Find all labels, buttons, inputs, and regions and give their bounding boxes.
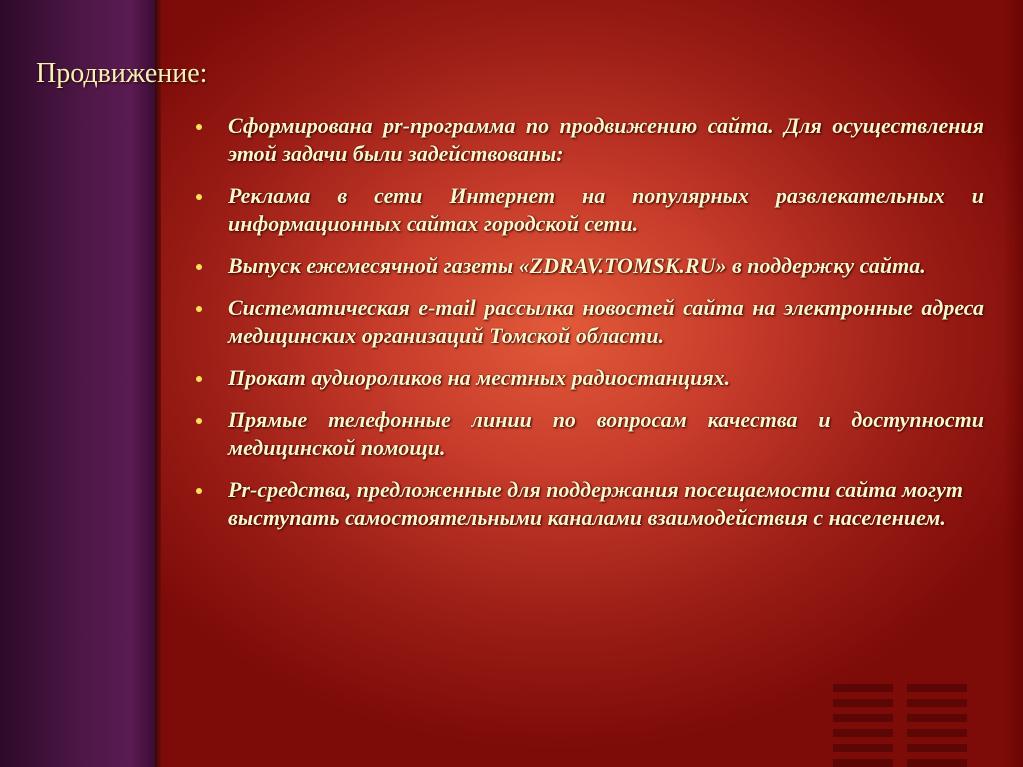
decorative-stripes-left bbox=[833, 684, 893, 767]
bullet-item bbox=[196, 294, 984, 350]
bullet-text: Выпуск ежемесячной газеты «ZDRAV.TOMSK.RU» в поддержку сайта. bbox=[228, 253, 926, 278]
stripe-bar bbox=[833, 684, 893, 692]
stripe-bar bbox=[907, 744, 967, 752]
bullet-dot-icon bbox=[196, 264, 202, 270]
bullet-item bbox=[196, 406, 984, 462]
stripe-bar bbox=[907, 699, 967, 707]
bullet-dot-icon bbox=[196, 194, 202, 200]
bullet-text: Прямые телефонные линии по вопросам качества и доступности медицинской помощи. bbox=[228, 407, 984, 460]
stripe-bar bbox=[833, 759, 893, 767]
stripe-bar bbox=[907, 714, 967, 722]
stripe-bar bbox=[907, 729, 967, 737]
decorative-stripes-right bbox=[907, 684, 967, 767]
stripe-bar bbox=[833, 729, 893, 737]
bullet-dot-icon bbox=[196, 124, 202, 130]
bullet-dot-icon bbox=[196, 488, 202, 494]
bullet-item bbox=[196, 182, 984, 238]
right-edge-shade bbox=[1003, 0, 1023, 767]
bullet-item bbox=[196, 476, 984, 532]
stripe-bar bbox=[833, 744, 893, 752]
stripe-bar bbox=[833, 714, 893, 722]
bullet-list bbox=[196, 112, 984, 546]
bullet-item bbox=[196, 252, 984, 280]
bullet-text: Прокат аудиороликов на местных радиостанциях. bbox=[228, 365, 731, 390]
bullet-dot-icon bbox=[196, 376, 202, 382]
side-panel-divider bbox=[155, 0, 161, 767]
bullet-text: Реклама в сети Интернет на популярных развлекательных и информационных сайтах городской сети. bbox=[228, 183, 984, 236]
bullet-dot-icon bbox=[196, 418, 202, 424]
bullet-item bbox=[196, 364, 984, 392]
side-panel bbox=[0, 0, 155, 767]
stripe-bar bbox=[833, 699, 893, 707]
slide-title: Продвижение: bbox=[36, 58, 208, 89]
bullet-text: Pr-средства, предложенные для поддержания посещаемости сайта могут выступать самостоятельными каналами взаимодействия с населением. bbox=[228, 477, 964, 530]
stripe-bar bbox=[907, 759, 967, 767]
stripe-bar bbox=[907, 684, 967, 692]
bullet-dot-icon bbox=[196, 306, 202, 312]
bullet-item bbox=[196, 112, 984, 168]
bullet-text: Сформирована pr-программа по продвижению сайта. Для осуществления этой задачи были задействованы: bbox=[228, 113, 984, 166]
bullet-text: Систематическая e-mail рассылка новостей сайта на электронные адреса медицинских организаций Томской области. bbox=[228, 295, 984, 348]
